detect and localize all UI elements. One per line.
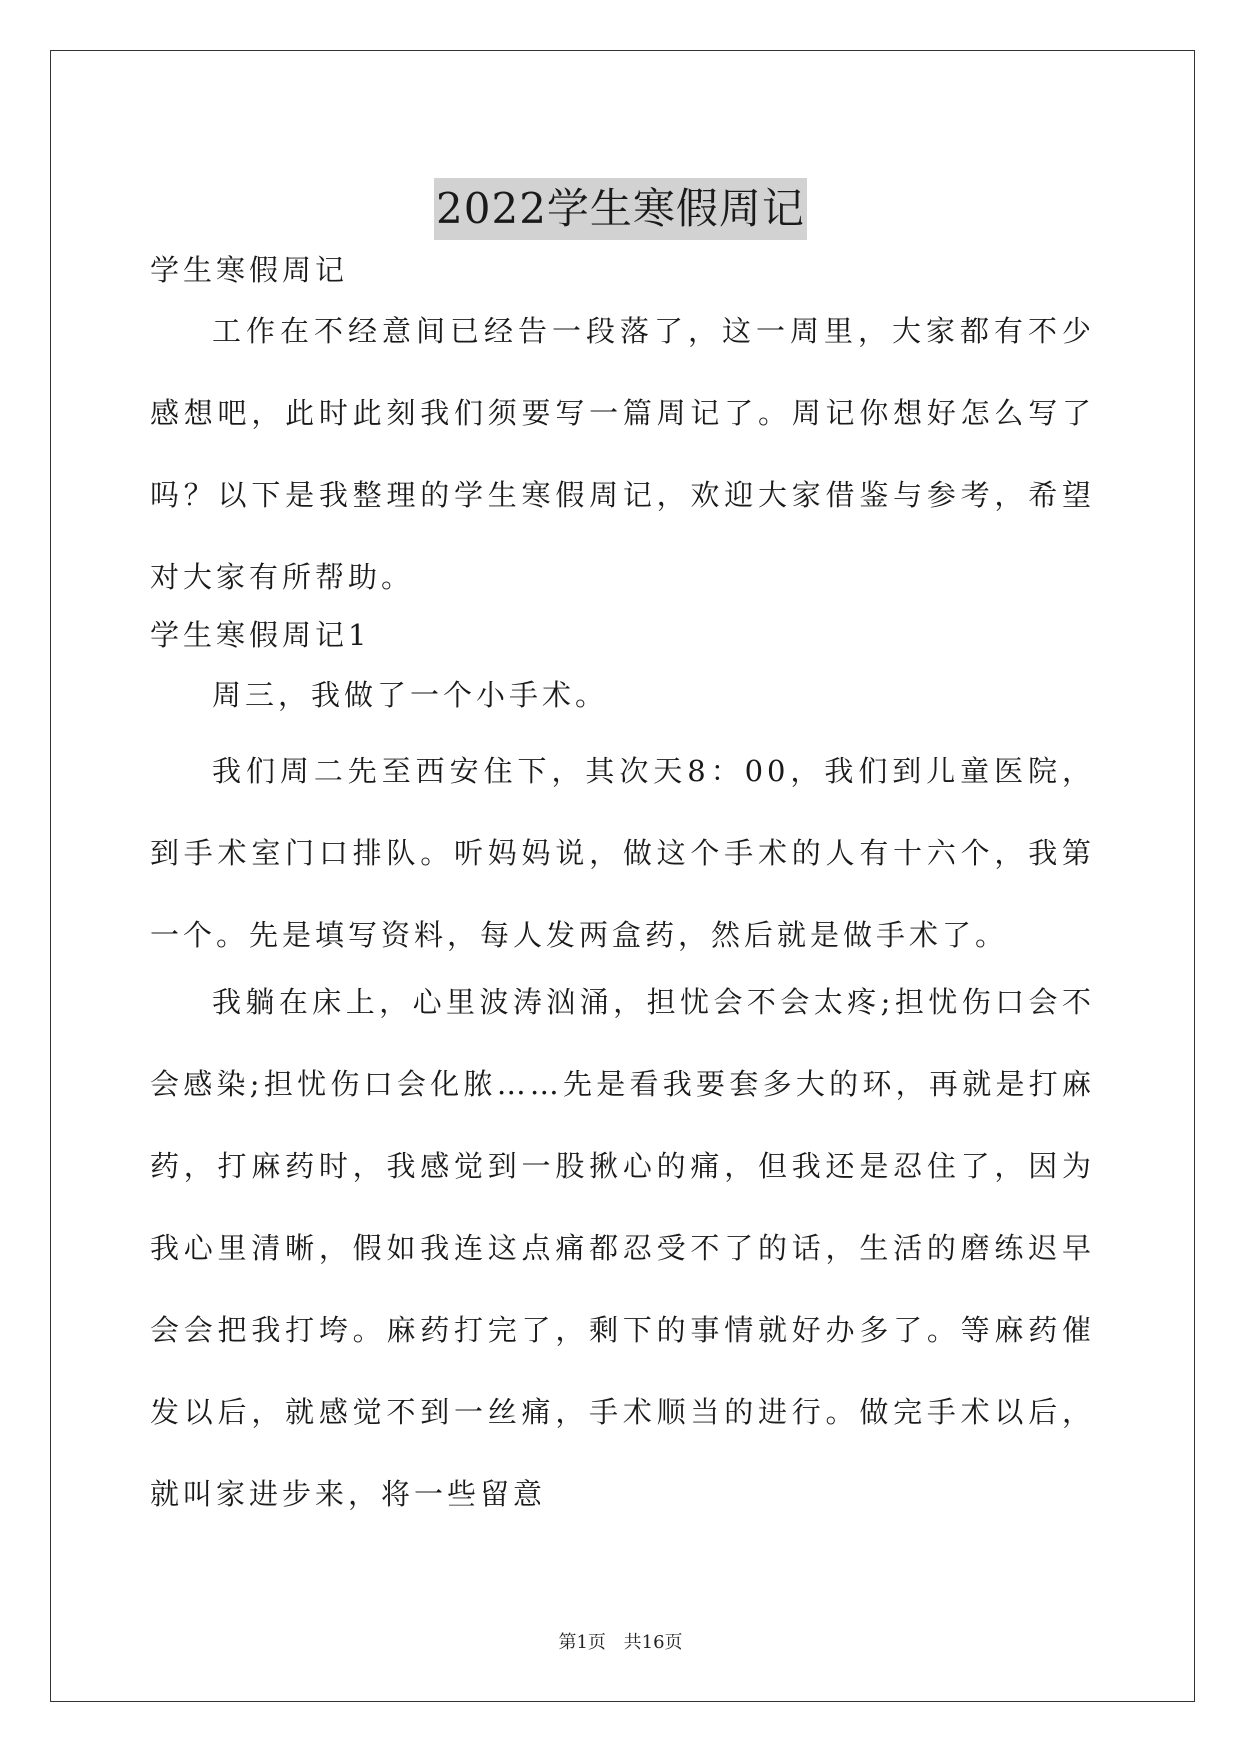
paragraph-wednesday: 周三，我做了一个小手术。	[212, 678, 609, 712]
paragraph-heading: 学生寒假周记	[150, 253, 349, 287]
paragraph-hospital: 我们周二先至西安住下，其次天8：00，我们到儿童医院，到手术室门口排队。听妈妈说，做这个手术的人有十六个，我第一个。先是填写资料，每人发两盒药，然后就是做手术了。	[150, 754, 1095, 952]
page-total: 共16页	[623, 1632, 683, 1653]
page-number: 第1页	[558, 1632, 606, 1653]
document-title: 2022学生寒假周记	[434, 178, 807, 240]
paragraph-surgery: 我躺在床上，心里波涛汹涌，担忧会不会太疼;担忧伤口会不会感染;担忧伤口会化脓……先是看我要套多大的环，再就是打麻药，打麻药时，我感觉到一股揪心的痛，但我还是忍住了，因为我心里清晰，假如我连这点痛都忍受不了的话，生活的磨练迟早会会把我打垮。麻药打完了，剩下的事情就好办多了。等麻药催发以后，就感觉不到一丝痛，手术顺当的进行。做完手术以后，就叫家进步来，将一些留意	[150, 985, 1095, 1511]
paragraph-section-heading: 学生寒假周记1	[150, 618, 371, 652]
paragraph-intro: 工作在不经意间已经告一段落了，这一周里，大家都有不少感想吧，此时此刻我们须要写一篇周记了。周记你想好怎么写了吗？以下是我整理的学生寒假周记，欢迎大家借鉴与参考，希望对大家有所帮助。	[150, 314, 1095, 594]
page-footer	[0, 1628, 1241, 1654]
